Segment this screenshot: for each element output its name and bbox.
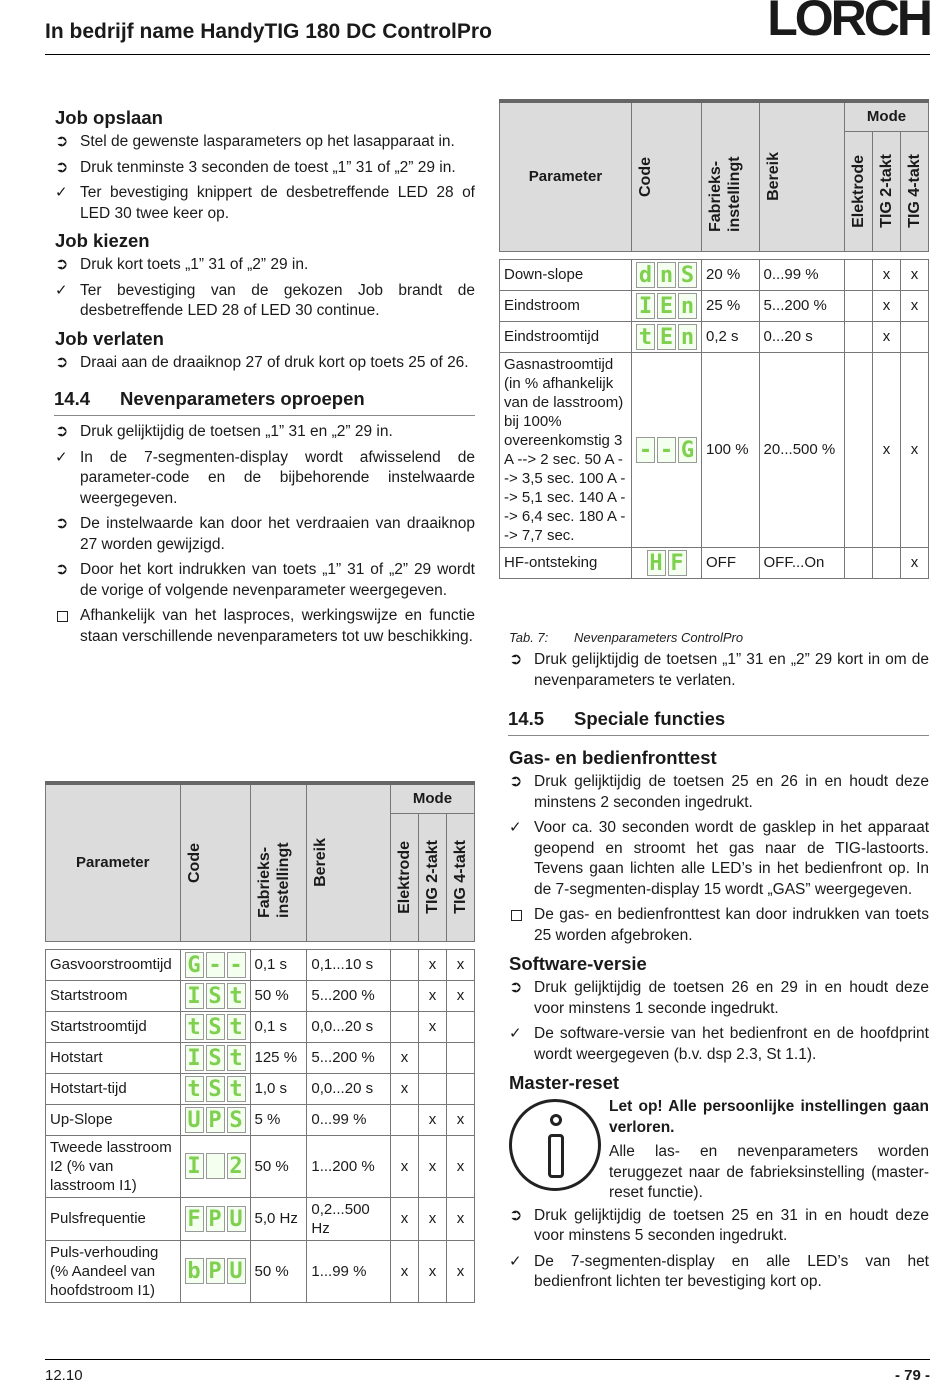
list-item: ✓ Voor ca. 30 seconden wordt de gasklep in het apparaat geopend en stroomt het gas naar de TIG-lastoorts. Tevens gaan lichten alle LED’s in het bedienfront op. In de 7-segmenten-display 15 wordt „GAS” weergegeven. <box>509 819 929 898</box>
list-item: ✓ Ter bevestiging van de gekozen Job brandt de desbetreffende LED 28 of LED 30 continue. <box>55 281 475 319</box>
arrow-icon: ➲ <box>55 515 69 532</box>
mode-tig2 <box>872 547 900 578</box>
code-display <box>180 1197 250 1240</box>
col-tig4: TIG 4-takt <box>446 813 474 941</box>
segment-digit: - <box>657 437 676 463</box>
header-divider <box>45 54 930 55</box>
info-icon <box>509 1099 601 1191</box>
factory-value: 50 % <box>250 1135 307 1197</box>
mode-tig2: x <box>418 1197 446 1240</box>
mode-electrode <box>844 352 872 547</box>
segment-digit: I <box>185 1045 204 1071</box>
seven-segment-code <box>185 1258 246 1284</box>
job-leave-heading: Job verlaten <box>55 327 164 349</box>
mode-electrode: x <box>390 1042 418 1073</box>
segment-digit: b <box>185 1258 204 1284</box>
section-heading <box>54 387 475 416</box>
code-display <box>180 1011 250 1042</box>
col-electrode: Elektrode <box>390 813 418 941</box>
mode-tig2 <box>418 1073 446 1104</box>
segment-digit: S <box>206 1014 225 1040</box>
mode-tig4 <box>446 1073 474 1104</box>
mode-electrode <box>390 1011 418 1042</box>
mode-tig2: x <box>418 1104 446 1135</box>
list-item: ➲ Door het kort indrukken van toets „1” 31 of „2” 29 wordt de vorige of volgende nevenparameter weergegeven. <box>55 561 475 599</box>
master-reset-heading: Master-reset <box>509 1072 620 1093</box>
arrow-icon: ➲ <box>55 133 69 150</box>
factory-value: 50 % <box>250 980 307 1011</box>
factory-value: 5,0 Hz <box>250 1197 307 1240</box>
check-icon: ✓ <box>509 1025 522 1042</box>
segment-digit: G <box>678 437 697 463</box>
segment-digit: I <box>636 293 655 319</box>
mode-tig4: x <box>446 980 474 1011</box>
page-title: In bedrijf name HandyTIG 180 DC ControlPro <box>45 20 492 43</box>
checkbox-icon <box>57 611 68 622</box>
section-heading <box>508 707 929 736</box>
list-item: ➲ Druk gelijktijdig de toetsen 25 en 26 in en houdt deze minstens 2 seconden ingedrukt. <box>509 773 929 811</box>
range-value: 0...99 % <box>307 1104 391 1135</box>
right-column <box>509 650 929 1298</box>
table-row <box>500 352 929 547</box>
check-icon: ✓ <box>55 448 68 466</box>
col-tig2: TIG 2-takt <box>418 813 446 941</box>
segment-digit: - <box>636 437 655 463</box>
col-tig2: TIG 2-takt <box>872 131 900 251</box>
arrow-icon: ➲ <box>509 773 523 790</box>
footer-divider <box>45 1359 930 1360</box>
list-item: ➲ De instelwaarde kan door het verdraaien van draaiknop 27 worden gewijzigd. <box>55 515 475 553</box>
segment-digit: n <box>657 262 676 288</box>
seven-segment-code <box>636 293 697 319</box>
seven-segment-code <box>636 262 697 288</box>
mode-tig4: x <box>446 949 474 980</box>
list-item: ✓ In de 7-segmenten-display wordt afwisselend de parameter-code en de bijbehorende instelwaarde weergegeven. <box>55 448 475 507</box>
segment-digit: F <box>185 1206 204 1232</box>
segment-digit: S <box>206 1076 225 1102</box>
segment-digit: U <box>227 1258 246 1284</box>
range-value: 0,2...500 Hz <box>307 1197 391 1240</box>
arrow-icon: ➲ <box>55 423 69 440</box>
table-row <box>500 290 929 321</box>
param-name: Eindstroomtijd <box>500 321 632 352</box>
mode-electrode <box>390 949 418 980</box>
arrow-icon: ➲ <box>55 353 69 371</box>
range-value: 5...200 % <box>307 1042 391 1073</box>
col-electrode: Elektrode <box>844 131 872 251</box>
factory-value: OFF <box>702 547 760 578</box>
warning-text: Let op! Alle persoonlijke instellingen gaan verloren. <box>609 1098 929 1136</box>
check-icon: ✓ <box>55 184 68 201</box>
seven-segment-code <box>636 437 697 463</box>
param-name: Puls-verhouding (% Aandeel van hoofdstroom I1) <box>46 1240 181 1302</box>
range-value: 5...200 % <box>307 980 391 1011</box>
list-item: ➲ Druk tenminste 3 seconden de toest „1” 31 of „2” 29 in. <box>55 158 475 179</box>
left-column <box>55 104 475 652</box>
job-save-heading: Job opslaan <box>55 107 163 128</box>
mode-tig2: x <box>872 290 900 321</box>
mode-tig4 <box>900 321 928 352</box>
col-parameter: Parameter <box>46 783 181 941</box>
col-mode: Mode <box>844 101 928 131</box>
seven-segment-code <box>185 1107 246 1133</box>
segment-digit: S <box>227 1107 246 1133</box>
segment-digit: U <box>185 1107 204 1133</box>
segment-digit: P <box>206 1107 225 1133</box>
table-row <box>46 1042 475 1073</box>
col-parameter: Parameter <box>500 101 632 251</box>
range-value: OFF...On <box>759 547 844 578</box>
factory-value: 1,0 s <box>250 1073 307 1104</box>
arrow-icon: ➲ <box>509 979 523 996</box>
table-row <box>46 1135 475 1197</box>
lorch-logo: LORCH <box>767 0 930 46</box>
section-number: 14.5 <box>508 708 545 729</box>
info-note <box>509 1097 929 1204</box>
mode-electrode: x <box>390 1073 418 1104</box>
segment-digit: t <box>227 1014 246 1040</box>
segment-digit: t <box>227 1076 246 1102</box>
mode-tig2: x <box>418 980 446 1011</box>
mode-tig4: x <box>900 259 928 290</box>
code-display <box>180 949 250 980</box>
param-name: Pulsfrequentie <box>46 1197 181 1240</box>
list-item: ➲ Druk gelijktijdig de toetsen „1” 31 en „2” 29 kort in om de nevenparameters te verlaten. <box>509 651 929 689</box>
factory-value: 20 % <box>702 259 760 290</box>
arrow-icon: ➲ <box>55 158 69 176</box>
code-display <box>632 321 702 352</box>
param-name: Hotstart <box>46 1042 181 1073</box>
list-item: ✓ Ter bevestiging knippert de desbetreffende LED 28 of LED 30 twee keer op. <box>55 184 475 222</box>
param-name: Eindstroom <box>500 290 632 321</box>
table-row <box>46 1240 475 1302</box>
mode-electrode: x <box>390 1197 418 1240</box>
mode-tig2: x <box>418 949 446 980</box>
table-row <box>46 980 475 1011</box>
mode-tig4 <box>446 1011 474 1042</box>
arrow-icon: ➲ <box>55 561 69 578</box>
factory-value: 0,2 s <box>702 321 760 352</box>
mode-electrode <box>844 290 872 321</box>
segment-digit: - <box>227 952 246 978</box>
mode-tig4: x <box>446 1240 474 1302</box>
code-display <box>180 1240 250 1302</box>
mode-electrode <box>844 259 872 290</box>
list-item: ✓ De software-versie van het bedienfront en de hoofdprint wordt weergegeven (b.v. dsp 2.3, St 1.1). <box>509 1025 929 1063</box>
code-display <box>632 547 702 578</box>
segment-digit: n <box>678 293 697 319</box>
range-value: 0,0...20 s <box>307 1073 391 1104</box>
segment-digit: n <box>678 324 697 350</box>
list-item: ➲ Druk gelijktijdig de toetsen 26 en 29 in en houdt deze voor minstens 1 seconde ingedrukt. <box>509 979 929 1017</box>
seven-segment-code <box>636 324 697 350</box>
segment-digit: S <box>206 983 225 1009</box>
seven-segment-code <box>185 1076 246 1102</box>
check-icon: ✓ <box>509 1252 522 1270</box>
range-value: 5...200 % <box>759 290 844 321</box>
param-name: Tweede lasstroom I2 (% van lasstroom I1) <box>46 1135 181 1197</box>
factory-value: 125 % <box>250 1042 307 1073</box>
segment-digit: S <box>678 262 697 288</box>
table-row <box>46 1011 475 1042</box>
arrow-icon: ➲ <box>509 651 523 668</box>
param-name: Hotstart-tijd <box>46 1073 181 1104</box>
code-display <box>180 1104 250 1135</box>
section-title: Speciale functies <box>574 708 726 729</box>
segment-digit: t <box>185 1014 204 1040</box>
segment-digit: t <box>227 983 246 1009</box>
param-name: HF-ontsteking <box>500 547 632 578</box>
parameter-table-left <box>45 781 475 1303</box>
param-name: Startstroomtijd <box>46 1011 181 1042</box>
range-value: 20...500 % <box>759 352 844 547</box>
code-display <box>180 1135 250 1197</box>
mode-tig4: x <box>900 547 928 578</box>
software-heading: Software-versie <box>509 953 647 974</box>
code-display <box>180 1073 250 1104</box>
page-number: - 79 - <box>894 1367 930 1384</box>
segment-digit: U <box>227 1206 246 1232</box>
check-icon: ✓ <box>55 281 68 299</box>
col-code: Code <box>180 783 250 941</box>
section-title: Nevenparameters oproepen <box>120 388 365 409</box>
col-mode: Mode <box>390 783 474 813</box>
range-value: 0,0...20 s <box>307 1011 391 1042</box>
page-header <box>45 0 930 58</box>
table-row <box>46 1197 475 1240</box>
mode-tig2: x <box>872 352 900 547</box>
mode-electrode <box>390 980 418 1011</box>
segment-digit: P <box>206 1206 225 1232</box>
factory-value: 50 % <box>250 1240 307 1302</box>
col-range: Bereik <box>307 783 391 941</box>
table-row <box>46 949 475 980</box>
param-name: Up-Slope <box>46 1104 181 1135</box>
col-tig4: TIG 4-takt <box>900 131 928 251</box>
mode-tig2: x <box>872 321 900 352</box>
code-display <box>632 290 702 321</box>
note-text: Alle las- en nevenparameters worden teruggezet naar de fabrieksinstelling (master-reset functie). <box>609 1143 929 1201</box>
segment-digit: P <box>206 1258 225 1284</box>
table-row <box>500 259 929 290</box>
mode-electrode: x <box>390 1135 418 1197</box>
seven-segment-code <box>185 983 246 1009</box>
segment-digit: - <box>206 952 225 978</box>
param-name: Gasvoorstroomtijd <box>46 949 181 980</box>
table-row <box>500 321 929 352</box>
seven-segment-code <box>647 550 687 576</box>
factory-value: 25 % <box>702 290 760 321</box>
list-item: ➲ Druk gelijktijdig de toetsen „1” 31 en „2” 29 in. <box>55 422 475 443</box>
param-name: Gasnastroomtijd (in % afhankelijk van de lasstroom) bij 100% overeenkomstig 3 A --> 2 sec. 50 A --> 3,5 sec. 100 A --> 5,1 sec. 140 A --> 6,4 sec. 180 A --> 7,7 sec. <box>500 352 632 547</box>
list-item: ➲ Druk gelijktijdig de toetsen 25 en 31 in en houdt deze voor minstens 5 seconden ingedrukt. <box>509 1206 929 1244</box>
segment-digit: t <box>636 324 655 350</box>
range-value: 1...99 % <box>307 1240 391 1302</box>
mode-tig2: x <box>418 1240 446 1302</box>
seven-segment-code <box>185 1014 246 1040</box>
table-caption: Tab. 7: Nevenparameters ControlPro <box>509 630 744 645</box>
code-display <box>632 352 702 547</box>
list-item: De gas- en bedienfronttest kan door indrukken van toets 25 worden afgebroken. <box>509 905 929 946</box>
segment-digit: S <box>206 1045 225 1071</box>
mode-electrode: x <box>390 1240 418 1302</box>
list-item: ✓ De 7-segmenten-display en alle LED’s van het bedienfront lichten ter bevestiging kort op. <box>509 1252 929 1290</box>
segment-digit: t <box>227 1045 246 1071</box>
segment-digit: E <box>657 324 676 350</box>
col-code: Code <box>632 101 702 251</box>
range-value: 0,1...10 s <box>307 949 391 980</box>
mode-tig4: x <box>446 1104 474 1135</box>
gas-test-heading: Gas- en bedienfronttest <box>509 747 717 768</box>
segment-digit: d <box>636 262 655 288</box>
segment-digit: I <box>185 983 204 1009</box>
table-row <box>46 1073 475 1104</box>
segment-digit: H <box>647 550 666 576</box>
mode-tig4 <box>446 1042 474 1073</box>
segment-digit: I <box>185 1153 204 1179</box>
param-name: Down-slope <box>500 259 632 290</box>
parameter-table-right <box>499 99 929 579</box>
seven-segment-code <box>185 1045 246 1071</box>
mode-tig4: x <box>446 1135 474 1197</box>
mode-tig2: x <box>418 1011 446 1042</box>
seven-segment-code <box>185 1206 246 1232</box>
seven-segment-code <box>185 952 246 978</box>
factory-value: 0,1 s <box>250 1011 307 1042</box>
table-row <box>46 1104 475 1135</box>
mode-tig2: x <box>418 1135 446 1197</box>
segment-digit: 2 <box>227 1153 246 1179</box>
mode-tig4: x <box>900 352 928 547</box>
job-choose-heading: Job kiezen <box>55 230 150 251</box>
code-display <box>180 980 250 1011</box>
mode-tig4: x <box>446 1197 474 1240</box>
col-factory: Fabrieks-instellingt <box>702 101 760 251</box>
segment-digit: G <box>185 952 204 978</box>
table-row <box>500 547 929 578</box>
param-name: Startstroom <box>46 980 181 1011</box>
mode-tig2 <box>418 1042 446 1073</box>
factory-value: 100 % <box>702 352 760 547</box>
check-icon: ✓ <box>509 819 522 836</box>
segment-digit <box>206 1153 225 1179</box>
list-item: ➲ Stel de gewenste lasparameters op het lasapparaat in. <box>55 132 475 153</box>
arrow-icon: ➲ <box>509 1206 523 1224</box>
code-display <box>632 259 702 290</box>
segment-digit: t <box>185 1076 204 1102</box>
mode-electrode <box>844 321 872 352</box>
col-range: Bereik <box>759 101 844 251</box>
list-item: Afhankelijk van het lasproces, werkingswijze en functie staan verschillende nevenparameters tot uw beschikking. <box>55 606 475 647</box>
range-value: 0...20 s <box>759 321 844 352</box>
checkbox-icon <box>511 910 522 921</box>
mode-tig2: x <box>872 259 900 290</box>
range-value: 0...99 % <box>759 259 844 290</box>
segment-digit: F <box>668 550 687 576</box>
list-item: ➲ Druk kort toets „1” 31 of „2” 29 in. <box>55 255 475 276</box>
section-number: 14.4 <box>54 388 91 409</box>
factory-value: 0,1 s <box>250 949 307 980</box>
range-value: 1...200 % <box>307 1135 391 1197</box>
list-item: ➲ Draai aan de draaiknop 27 of druk kort op toets 25 of 26. <box>55 353 475 374</box>
col-factory: Fabrieks-instellingt <box>250 783 307 941</box>
footer-date: 12.10 <box>45 1367 83 1384</box>
segment-digit: E <box>657 293 676 319</box>
arrow-icon: ➲ <box>55 256 69 273</box>
code-display <box>180 1042 250 1073</box>
mode-electrode <box>390 1104 418 1135</box>
factory-value: 5 % <box>250 1104 307 1135</box>
mode-tig4: x <box>900 290 928 321</box>
seven-segment-code <box>185 1153 246 1179</box>
mode-electrode <box>844 547 872 578</box>
